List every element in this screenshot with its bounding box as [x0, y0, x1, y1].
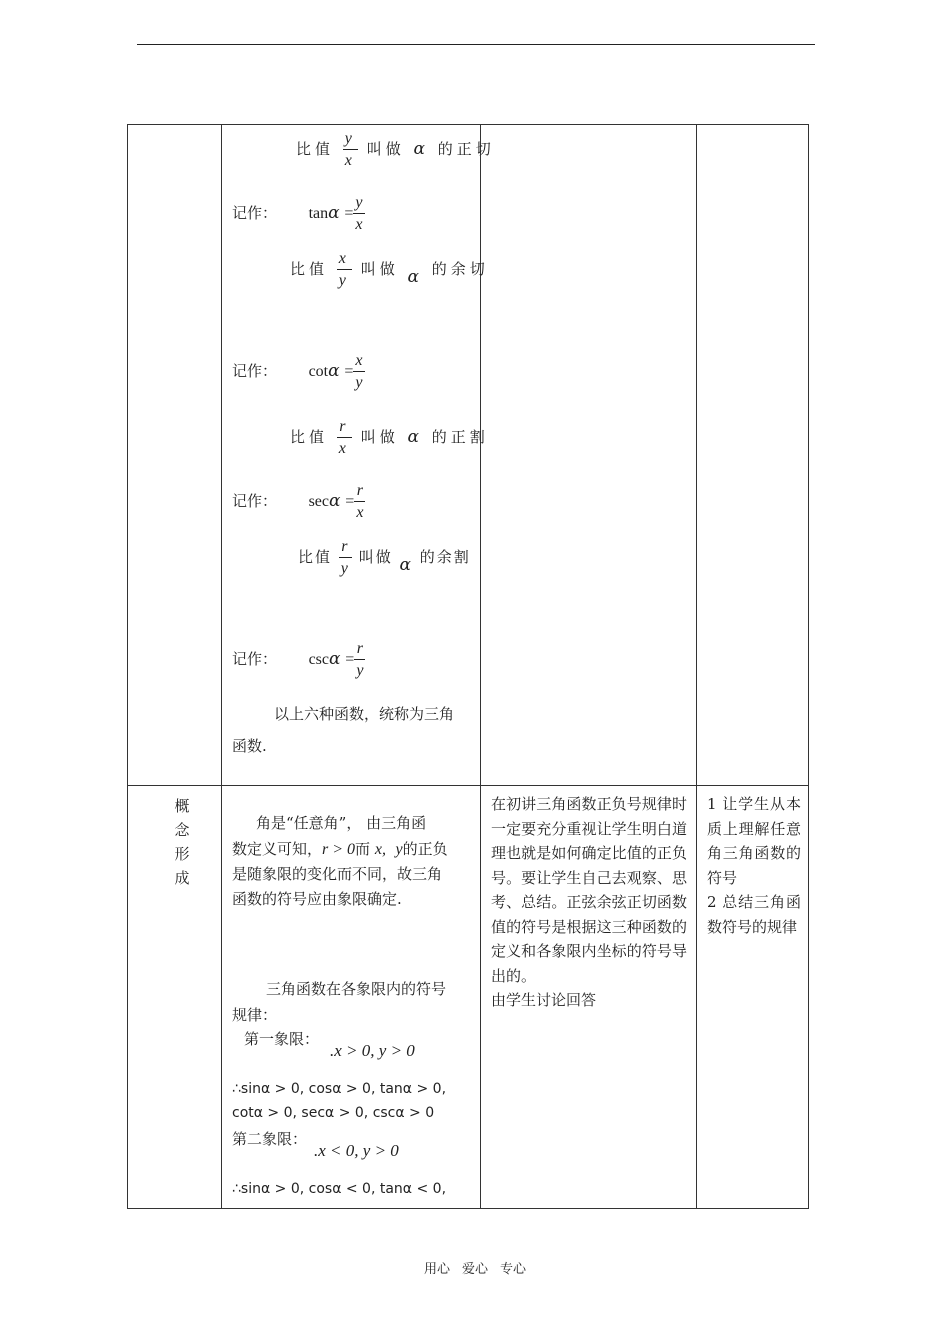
ratio-fraction: $\frac{y}{x}$ [344, 130, 356, 169]
lesson-table [127, 124, 809, 1209]
tan-definition: 比值 $\frac{y}{x}$ 叫做 α 的正切 [296, 130, 495, 169]
row2-col4-cell [697, 786, 809, 1209]
para1-line: 是随象限的变化而不同，故三角 [232, 865, 443, 883]
quadrant1-condition: .x > 0, y > 0 [330, 1041, 415, 1060]
header-rule [137, 44, 815, 45]
row1-col2-cell [222, 125, 495, 786]
row2-col2-cell [222, 786, 481, 1209]
para2-line: 规律： [232, 1006, 278, 1024]
objectives: 1 让学生从本质上理解任意角三角函数的符号 2 总结三角函数符号的规律 [707, 795, 801, 936]
ratio-fraction: $\frac{x}{y}$ [338, 250, 350, 289]
para1-line: 角是“任意角”， 由三角函 [256, 814, 427, 832]
para1-line: 函数的符号应由象限确定. [232, 890, 402, 908]
row1-col4-cell [697, 125, 809, 786]
quadrant1-signs: ∴sinα > 0, cosα > 0, tanα > 0, [232, 1081, 447, 1097]
table-row [128, 125, 809, 786]
row2-col1-cell [128, 786, 222, 1209]
summary-line: 函数. [232, 737, 267, 755]
quadrant1-signs: cotα > 0, secα > 0, cscα > 0 [232, 1105, 435, 1121]
csc-definition: 比值 $\frac{r}{y}$ 叫做 α 的余割 [298, 538, 471, 577]
row1-col3-cell [481, 125, 697, 786]
table-row [128, 786, 809, 1209]
summary-line: 以上六种函数，统称为三角 [274, 705, 455, 723]
ratio-fraction: $\frac{r}{x}$ [338, 418, 350, 457]
concept-label: 概念形成 [174, 797, 190, 887]
row2-col3-cell [481, 786, 697, 1209]
tan-notation: 记作： tanα = $\frac{y}{x}$ [232, 194, 363, 233]
cot-definition: 比值 $\frac{x}{y}$ 叫做 α 的余切 [290, 250, 489, 289]
row1-col1-cell [128, 125, 222, 786]
teaching-notes: 在初讲三角函数正负号规律时一定要充分重视让学生明白道理也就是如何确定比值的正负号。要让学生自己去观察、思考、总结。正弦余弦正切函数值的符号是根据这三种函数的定义和各象限内坐标的符号导出的。 由学生讨论回答 [491, 795, 687, 1009]
quadrant2-signs: ∴sinα > 0, cosα < 0, tanα < 0, [232, 1181, 447, 1197]
para1-line: 数定义可知，r > 0而 x, y的正负 [232, 840, 448, 858]
sec-notation: 记作： secα = $\frac{r}{x}$ [232, 482, 364, 521]
para2-line: 三角函数在各象限内的符号 [266, 980, 447, 998]
quadrant2-condition: .x < 0, y > 0 [314, 1141, 399, 1160]
quadrant1-label: 第一象限： [244, 1030, 320, 1048]
ratio-fraction: $\frac{r}{y}$ [340, 538, 350, 577]
cot-notation: 记作： cotα = $\frac{x}{y}$ [232, 352, 363, 391]
sec-definition: 比值 $\frac{r}{x}$ 叫做 α 的正割 [290, 418, 489, 457]
quadrant2-label: 第二象限： [232, 1130, 308, 1148]
page-footer: 用心 爱心 专心 [423, 1262, 527, 1277]
csc-notation: 记作： cscα = $\frac{r}{y}$ [232, 640, 364, 679]
